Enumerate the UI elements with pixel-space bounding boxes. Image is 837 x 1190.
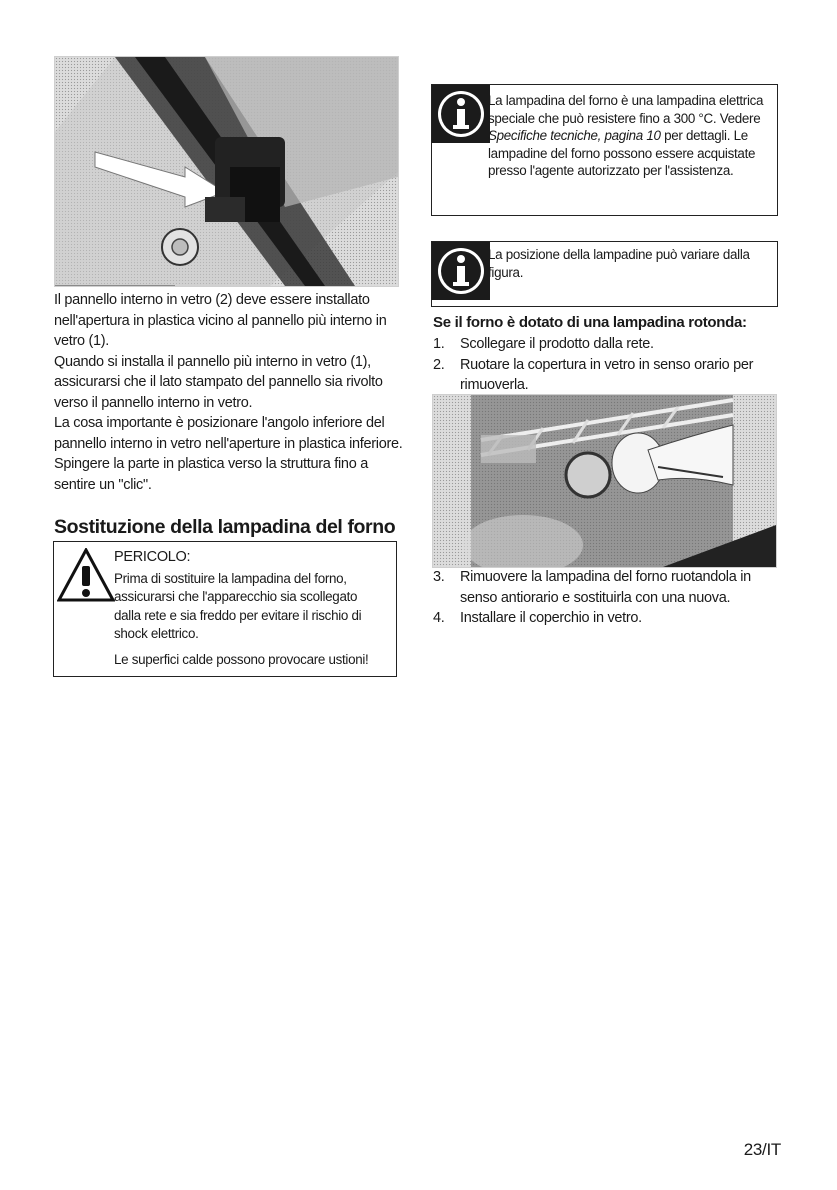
steps-list-b — [433, 567, 778, 629]
info-text-part: La lampadina del forno è una lampadina elettrica speciale che può resistere fino a 300 °C. Vedere — [488, 93, 764, 126]
glass-panel-figure — [54, 56, 399, 287]
info-icon — [432, 85, 490, 143]
spec-reference-link[interactable]: Specifiche tecniche, pagina 10 — [488, 128, 661, 143]
step-number: 1. — [433, 336, 445, 352]
lamp-removal-figure — [432, 394, 777, 568]
section-heading: Sostituzione della lampadina del forno — [54, 516, 396, 538]
paragraph: Quando si installa il pannello più interno in vetro (1), assicurarsi che il lato stampato del pannello sia rivolto verso il pannello interno in vetro. — [54, 353, 383, 411]
step-number: 3. — [433, 569, 445, 585]
warning-box — [53, 541, 397, 677]
paragraph: Il pannello interno in vetro (2) deve essere installato nell'apertura in plastica vicino al pannello più interno in vetro (1). — [54, 292, 387, 349]
info-box-lamp — [431, 84, 778, 216]
paragraph: Spingere la parte in plastica verso la struttura fino a sentire un "clic". — [54, 456, 368, 493]
list-item — [433, 567, 778, 608]
paragraph: La cosa importante è posizionare l'angolo inferiore del pannello interno in vetro nell'aperture in plastica inferiore. — [54, 415, 403, 452]
step-number: 4. — [433, 610, 445, 626]
step-text: Installare il coperchio in vetro. — [460, 610, 642, 626]
round-lamp-cover-removal-illustration — [433, 395, 776, 567]
step-text: Ruotare la copertura in vetro in senso orario per rimuoverla. — [460, 356, 754, 393]
info-icon — [432, 242, 490, 300]
steps-list-a — [433, 334, 778, 396]
list-item — [433, 334, 778, 355]
step-number: 2. — [433, 356, 445, 373]
info-box-position — [431, 241, 778, 307]
step-text: Rimuovere la lampadina del forno ruotandola in senso antiorario e sostituirla con una nuova. — [460, 569, 751, 606]
round-lamp-subheading: Se il forno è dotato di una lampadina rotonda: — [433, 314, 747, 331]
step-text: Scollegare il prodotto dalla rete. — [460, 336, 654, 352]
list-item — [433, 608, 778, 629]
warning-text: Prima di sostituire la lampadina del forno, assicurarsi che l'apparecchio sia scollegato dalla rete e sia freddo per evitare il rischio di shock elettrico. — [114, 571, 362, 642]
warning-title: PERICOLO: — [114, 549, 191, 565]
list-item — [433, 355, 778, 396]
installation-instructions — [54, 290, 409, 495]
info-text-part: per dettagli. Le lampadine del forno possono essere acquistate presso l'agente autorizzato per l'assistenza. — [488, 128, 756, 178]
page-number: 23/IT — [743, 1140, 781, 1159]
warning-triangle-icon — [57, 548, 115, 602]
info-text: La posizione della lampadine può variare dalla figura. — [488, 247, 750, 280]
info-text — [488, 92, 771, 180]
oven-glass-panel-installation-illustration — [55, 57, 398, 286]
warning-text-burns: Le superfici calde possono provocare ustioni! — [114, 652, 369, 667]
